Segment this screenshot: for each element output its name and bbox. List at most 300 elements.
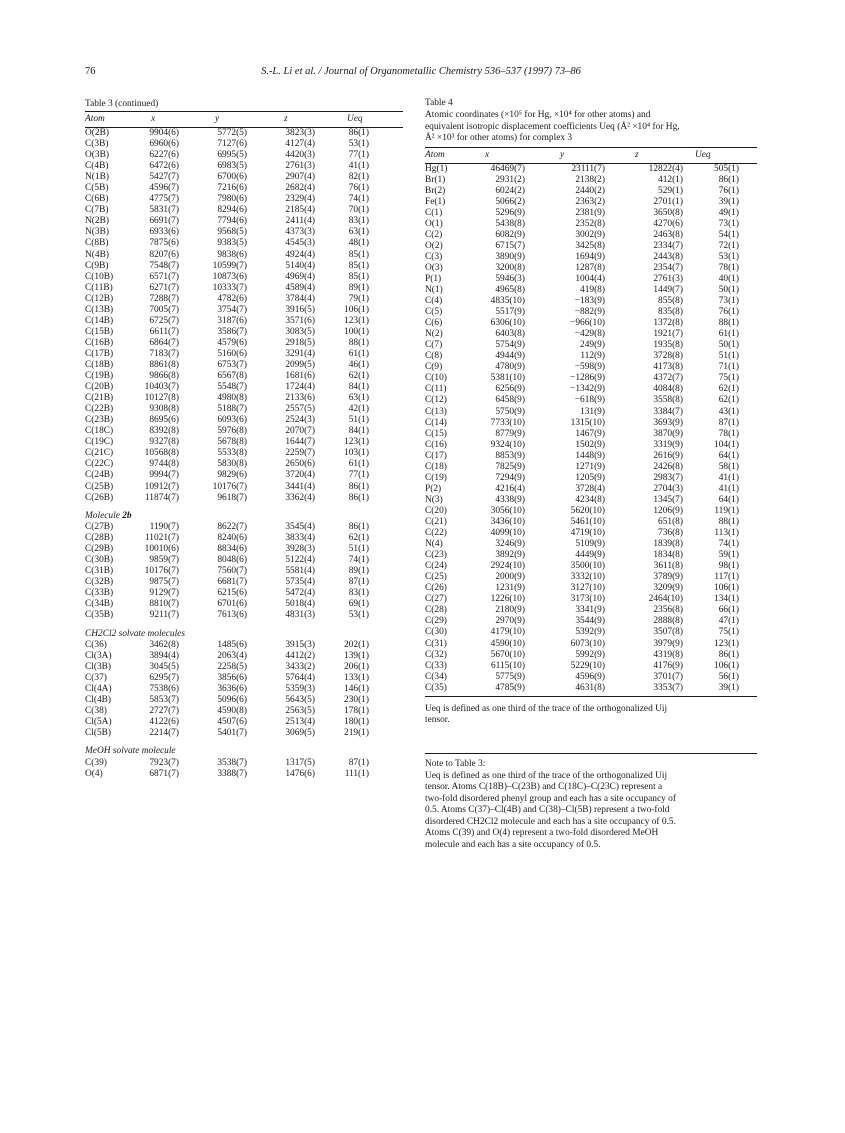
- cell-atom: C(25): [425, 572, 447, 583]
- table-4-caption: [425, 98, 757, 145]
- cell-x: 9744(8): [149, 459, 179, 470]
- cell-y: 4596(9): [575, 671, 605, 682]
- cell-atom: N(3B): [85, 227, 109, 238]
- table-row: [85, 194, 403, 205]
- table-row: [85, 448, 403, 459]
- cell-atom: C(28): [425, 605, 447, 616]
- table-4-label: Table 4: [425, 98, 453, 108]
- cell-x: 8207(6): [149, 249, 179, 260]
- col-header-x: x: [485, 149, 490, 160]
- cell-atom: C(21): [425, 517, 447, 527]
- cell-x: 9875(7): [149, 577, 179, 588]
- cell-y: 7216(6): [217, 183, 247, 194]
- cell-z: 4969(4): [285, 271, 315, 282]
- cell-x: 10568(8): [144, 448, 179, 459]
- cell-ueq: 78(1): [718, 428, 739, 439]
- cell-x: 6115(10): [490, 660, 525, 671]
- cell-ueq: 89(1): [348, 566, 369, 577]
- cell-atom: Cl(3B): [85, 662, 112, 673]
- cell-y: 23111(7): [571, 163, 605, 174]
- cell-ueq: 77(1): [348, 150, 369, 161]
- col-header-ueq: Ueq: [695, 149, 711, 160]
- cell-z: 3319(9): [653, 439, 683, 450]
- cell-z: 2070(7): [285, 426, 315, 437]
- table-row: [425, 605, 757, 616]
- cell-ueq: 48(1): [348, 238, 369, 249]
- table-row: [425, 484, 757, 495]
- table-row: [85, 338, 403, 349]
- cell-ueq: 73(1): [718, 218, 739, 229]
- cell-atom: C(6): [425, 318, 443, 329]
- table-row: [85, 533, 403, 544]
- table-row: [85, 205, 403, 216]
- cell-x: 3200(8): [495, 262, 525, 273]
- cell-ueq: 62(1): [348, 371, 369, 382]
- cell-atom: C(22): [425, 528, 447, 539]
- cell-y: 1485(6): [217, 640, 247, 651]
- table-row: [425, 219, 757, 230]
- table-row: [85, 294, 403, 305]
- cell-ueq: 98(1): [718, 561, 739, 572]
- table-row: [85, 482, 403, 493]
- cell-atom: C(3B): [85, 139, 109, 150]
- cell-ueq: 58(1): [718, 461, 739, 472]
- cell-z: 3507(8): [653, 627, 683, 638]
- cell-z: 2443(8): [653, 251, 683, 262]
- cell-y: 1448(9): [575, 450, 605, 461]
- cell-x: 6024(2): [495, 185, 525, 196]
- cell-x: 6715(7): [495, 240, 525, 251]
- cell-ueq: 54(1): [718, 229, 739, 240]
- cell-x: 3045(5): [149, 662, 179, 673]
- table-row: [425, 307, 757, 318]
- cell-atom: C(10): [425, 373, 447, 384]
- cell-ueq: 123(1): [344, 315, 369, 326]
- cell-y: 5392(9): [575, 627, 605, 638]
- cell-z: 2704(3): [653, 483, 683, 494]
- cell-ueq: 61(1): [348, 348, 369, 359]
- note-line: 0.5. Atoms C(37)–Cl(4B) and C(38)–Cl(5B) represent a two-fold: [425, 805, 670, 816]
- cell-y: 4590(8): [217, 706, 247, 717]
- cell-atom: C(5B): [85, 183, 109, 194]
- cell-atom: C(9B): [85, 260, 109, 271]
- cell-ueq: 83(1): [348, 216, 369, 227]
- cell-ueq: 86(1): [718, 174, 739, 185]
- table-row: [85, 261, 403, 272]
- cell-y: 5401(7): [217, 728, 247, 739]
- table-row: [425, 627, 757, 638]
- cell-ueq: 84(1): [348, 426, 369, 437]
- cell-z: 1644(7): [285, 437, 315, 448]
- table-row: [85, 382, 403, 393]
- cell-ueq: 113(1): [714, 528, 739, 539]
- cell-y: 5188(7): [217, 404, 247, 415]
- cell-x: 4099(10): [490, 528, 525, 539]
- table-row: [85, 161, 403, 172]
- cell-ueq: 86(1): [718, 649, 739, 660]
- cell-ueq: 85(1): [348, 271, 369, 282]
- cell-atom: Cl(5A): [85, 717, 112, 728]
- cell-y: 1467(9): [575, 428, 605, 439]
- cell-z: 3441(4): [285, 481, 315, 492]
- cell-y: 6073(10): [570, 638, 605, 649]
- cell-z: 4127(4): [285, 139, 315, 150]
- cell-atom: C(10B): [85, 271, 114, 282]
- cell-atom: C(26B): [85, 492, 114, 503]
- table-row: [85, 426, 403, 437]
- cell-z: 5140(4): [285, 260, 315, 271]
- cell-x: 7183(7): [149, 348, 179, 359]
- table-row: [85, 769, 403, 780]
- cell-atom: C(19C): [85, 437, 114, 448]
- cell-z: 4173(8): [653, 362, 683, 373]
- cell-x: 6458(9): [495, 395, 525, 406]
- cell-atom: C(35): [425, 682, 447, 693]
- cell-z: 4412(2): [285, 651, 315, 662]
- cell-y: 10333(7): [212, 282, 247, 293]
- cell-x: 2180(9): [495, 605, 525, 616]
- cell-x: 11874(7): [144, 492, 179, 503]
- cell-y: 9568(5): [217, 227, 247, 238]
- cell-ueq: 139(1): [344, 651, 369, 662]
- cell-y: −429(8): [574, 329, 605, 340]
- running-title: S.-L. Li et al. / Journal of Organometallic Chemistry 536–537 (1997) 73–86: [261, 66, 581, 77]
- cell-x: 2924(10): [490, 561, 525, 572]
- table-4-caption-line: Å² ×10³ for other atoms) for complex 3: [425, 133, 573, 143]
- cell-atom: C(29B): [85, 544, 114, 555]
- bottom-rule: [425, 696, 757, 697]
- cell-ueq: 77(1): [348, 470, 369, 481]
- cell-y: 5976(8): [217, 426, 247, 437]
- cell-ueq: 87(1): [718, 417, 739, 428]
- cell-x: 4590(10): [490, 638, 525, 649]
- cell-ueq: 86(1): [348, 492, 369, 503]
- cell-z: 2563(5): [285, 706, 315, 717]
- cell-z: 5122(4): [285, 555, 315, 566]
- cell-z: 3789(9): [653, 572, 683, 583]
- cell-x: 4216(4): [495, 483, 525, 494]
- cell-y: 4449(9): [575, 550, 605, 561]
- cell-ueq: 75(1): [718, 627, 739, 638]
- cell-atom: C(11): [425, 384, 447, 395]
- cell-x: 4944(9): [495, 351, 525, 362]
- table-row: [85, 522, 403, 533]
- table-3-header-row: [85, 112, 403, 127]
- cell-x: 5427(7): [149, 172, 179, 183]
- cell-z: 2701(1): [653, 196, 683, 207]
- cell-atom: N(4): [425, 539, 443, 550]
- cell-z: 3611(8): [653, 561, 683, 572]
- note-line: disordered CH2Cl2 molecule and each has a site occupancy of 0.5.: [425, 816, 676, 827]
- cell-z: 412(1): [658, 174, 683, 185]
- cell-z: 4420(3): [285, 150, 315, 161]
- table-row: [85, 404, 403, 415]
- cell-ueq: 63(1): [348, 227, 369, 238]
- cell-x: 5438(8): [495, 218, 525, 229]
- cell-atom: C(27): [425, 594, 447, 605]
- table-row: [85, 183, 403, 194]
- table-row: [425, 362, 757, 373]
- cell-x: 1226(10): [490, 594, 525, 605]
- table-3-body-b: [85, 522, 403, 621]
- cell-ueq: 61(1): [718, 329, 739, 340]
- cell-y: 5620(10): [570, 505, 605, 516]
- cell-atom: C(7B): [85, 205, 109, 216]
- cell-ueq: 103(1): [344, 448, 369, 459]
- cell-ueq: 46(1): [348, 359, 369, 370]
- cell-atom: O(2B): [85, 128, 109, 138]
- note-line: Atoms C(39) and O(4) represent a two-fold disordered MeOH: [425, 828, 659, 839]
- cell-y: 5548(7): [217, 382, 247, 393]
- cell-y: 4507(6): [217, 717, 247, 728]
- cell-z: 2259(7): [285, 448, 315, 459]
- cell-x: 3890(9): [495, 251, 525, 262]
- cell-ueq: 51(1): [718, 351, 739, 362]
- table-row: [85, 360, 403, 371]
- table-row: [425, 407, 757, 418]
- cell-y: −1286(9): [570, 373, 605, 384]
- cell-x: 4835(10): [490, 296, 525, 307]
- table-row: [425, 561, 757, 572]
- cell-x: 5750(9): [495, 406, 525, 417]
- cell-y: 4631(8): [575, 682, 605, 693]
- cell-y: 5461(10): [570, 517, 605, 527]
- cell-ueq: 133(1): [344, 673, 369, 684]
- cell-x: 2214(7): [149, 728, 179, 739]
- table-row: [85, 128, 403, 139]
- cell-y: 3388(7): [217, 768, 247, 779]
- cell-atom: C(32): [425, 649, 447, 660]
- cell-x: 6271(7): [149, 282, 179, 293]
- cell-ueq: 51(1): [348, 544, 369, 555]
- cell-z: 5735(4): [285, 577, 315, 588]
- cell-atom: N(2B): [85, 216, 109, 227]
- cell-ueq: 39(1): [718, 682, 739, 693]
- cell-atom: N(3): [425, 494, 443, 505]
- table-row: [85, 283, 403, 294]
- cell-ueq: 75(1): [718, 373, 739, 384]
- cell-z: 736(8): [658, 528, 683, 539]
- cell-z: 12822(4): [648, 163, 683, 174]
- cell-x: 6933(6): [149, 227, 179, 238]
- cell-atom: C(16B): [85, 337, 114, 348]
- cell-z: 1345(7): [653, 494, 683, 505]
- table-row: [85, 588, 403, 599]
- cell-z: 2524(3): [285, 415, 315, 426]
- cell-x: 4785(9): [495, 682, 525, 693]
- cell-atom: C(16): [425, 439, 447, 450]
- table-row: [85, 651, 403, 662]
- cell-ueq: 69(1): [348, 599, 369, 610]
- table-row: [85, 544, 403, 555]
- note-line: tensor. Atoms C(18B)–C(23B) and C(18C)–C(23C) represent a: [425, 782, 663, 793]
- table-row: [425, 263, 757, 274]
- col-header-atom: Atom: [425, 149, 445, 160]
- table-row: [85, 216, 403, 227]
- cell-x: 6403(8): [495, 329, 525, 340]
- cell-z: 529(1): [658, 185, 683, 196]
- table-3: [85, 98, 403, 780]
- note-title: Note to Table 3:: [425, 758, 486, 769]
- cell-z: 3558(8): [653, 395, 683, 406]
- cell-y: 8622(7): [217, 522, 247, 533]
- cell-z: 855(8): [658, 296, 683, 307]
- table-row: [85, 695, 403, 706]
- cell-x: 6082(9): [495, 229, 525, 240]
- cell-y: 5229(10): [570, 660, 605, 671]
- table-row: [425, 164, 757, 175]
- cell-ueq: 87(1): [348, 577, 369, 588]
- col-header-z: z: [635, 149, 639, 160]
- cell-y: 131(9): [580, 406, 605, 417]
- cell-y: −966(10): [570, 318, 605, 329]
- cell-atom: C(7): [425, 340, 443, 351]
- cell-atom: C(8): [425, 351, 443, 362]
- cell-z: 1935(8): [653, 340, 683, 351]
- cell-ueq: 88(1): [718, 318, 739, 329]
- cell-y: 3586(7): [217, 326, 247, 337]
- cell-y: 2258(5): [217, 662, 247, 673]
- cell-y: 3002(9): [575, 229, 605, 240]
- cell-x: 2931(2): [495, 174, 525, 185]
- cell-ueq: 62(1): [718, 384, 739, 395]
- cell-atom: Cl(4B): [85, 695, 112, 706]
- cell-atom: C(30B): [85, 555, 114, 566]
- cell-ueq: 47(1): [718, 616, 739, 627]
- cell-y: 3544(9): [575, 616, 605, 627]
- cell-z: 5581(4): [285, 566, 315, 577]
- cell-z: 1839(8): [653, 539, 683, 550]
- cell-atom: O(4): [85, 768, 103, 779]
- cell-z: 4589(4): [285, 282, 315, 293]
- cell-z: 4831(3): [285, 610, 315, 621]
- cell-z: 1449(7): [653, 285, 683, 296]
- cell-y: 3187(6): [217, 315, 247, 326]
- cell-x: 46469(7): [490, 163, 525, 174]
- cell-y: −618(9): [574, 395, 605, 406]
- cell-atom: P(1): [425, 273, 442, 284]
- cell-ueq: 88(1): [718, 517, 739, 527]
- cell-ueq: 41(1): [718, 483, 739, 494]
- cell-z: 3362(4): [285, 492, 315, 503]
- cell-ueq: 74(1): [348, 555, 369, 566]
- cell-z: 2133(6): [285, 393, 315, 404]
- cell-x: 3894(4): [149, 651, 179, 662]
- cell-ueq: 86(1): [348, 522, 369, 533]
- cell-z: 4372(7): [653, 373, 683, 384]
- cell-x: 4179(10): [490, 627, 525, 638]
- cell-atom: C(33B): [85, 588, 114, 599]
- cell-z: 5643(5): [285, 695, 315, 706]
- cell-x: 5775(9): [495, 671, 525, 682]
- cell-ueq: 53(1): [348, 610, 369, 621]
- cell-atom: C(36): [85, 640, 107, 651]
- table-row: [85, 717, 403, 728]
- cell-x: 9308(8): [149, 404, 179, 415]
- cell-x: 6227(6): [149, 150, 179, 161]
- cell-ueq: 39(1): [718, 196, 739, 207]
- cell-atom: C(22B): [85, 404, 114, 415]
- table-row: [425, 672, 757, 683]
- cell-atom: C(18B): [85, 359, 114, 370]
- cell-x: 1190(7): [149, 522, 179, 533]
- cell-y: 5096(6): [217, 695, 247, 706]
- cell-z: 2329(4): [285, 194, 315, 205]
- col-header-y: y: [560, 149, 565, 160]
- cell-atom: C(23): [425, 550, 447, 561]
- cell-ueq: 53(1): [718, 251, 739, 262]
- table-row: [425, 197, 757, 208]
- table-row: [85, 566, 403, 577]
- cell-z: 2463(8): [653, 229, 683, 240]
- cell-atom: C(14): [425, 417, 447, 428]
- cell-z: 4319(8): [653, 649, 683, 660]
- table-4-body: [425, 164, 757, 694]
- cell-ueq: 111(1): [344, 768, 369, 779]
- cell-ueq: 76(1): [718, 307, 739, 318]
- cell-z: 1372(8): [653, 318, 683, 329]
- cell-x: 9904(6): [149, 128, 179, 138]
- cell-ueq: 72(1): [718, 240, 739, 251]
- table-row: [425, 462, 757, 473]
- cell-atom: C(13B): [85, 304, 114, 315]
- cell-z: 4373(3): [285, 227, 315, 238]
- cell-atom: C(38): [85, 706, 107, 717]
- cell-x: 6571(7): [149, 271, 179, 282]
- cell-atom: O(1): [425, 218, 443, 229]
- cell-atom: N(4B): [85, 249, 109, 260]
- cell-atom: C(39): [85, 757, 107, 768]
- cell-y: 1502(9): [575, 439, 605, 450]
- cell-ueq: 84(1): [348, 382, 369, 393]
- table-row: [425, 683, 757, 694]
- cell-z: 3833(4): [285, 533, 315, 544]
- table-row: [425, 395, 757, 406]
- cell-atom: C(30): [425, 627, 447, 638]
- cell-z: 5018(4): [285, 599, 315, 610]
- cell-ueq: 206(1): [344, 662, 369, 673]
- table-row: [85, 470, 403, 481]
- cell-ueq: 146(1): [344, 684, 369, 695]
- cell-z: 2513(4): [285, 717, 315, 728]
- cell-z: 3728(8): [653, 351, 683, 362]
- cell-x: 2970(9): [495, 616, 525, 627]
- cell-ueq: 78(1): [718, 262, 739, 273]
- table-row: [85, 139, 403, 150]
- cell-x: 5831(7): [149, 205, 179, 216]
- table-row: [85, 371, 403, 382]
- cell-z: 4176(9): [653, 660, 683, 671]
- cell-y: 7560(7): [217, 566, 247, 577]
- cell-y: 8834(6): [217, 544, 247, 555]
- table-row: [425, 473, 757, 484]
- table-row: [85, 250, 403, 261]
- table-row: [85, 437, 403, 448]
- table-row: [425, 175, 757, 186]
- cell-x: 3436(10): [490, 517, 525, 527]
- cell-x: 5946(3): [495, 273, 525, 284]
- table-row: [85, 272, 403, 283]
- cell-x: 6960(6): [149, 139, 179, 150]
- cell-x: 6691(7): [149, 216, 179, 227]
- table-row: [85, 150, 403, 161]
- cell-y: 7127(6): [217, 139, 247, 150]
- cell-ueq: 117(1): [714, 572, 739, 583]
- cell-x: 6871(7): [149, 768, 179, 779]
- cell-y: 6995(5): [217, 150, 247, 161]
- cell-y: 5160(6): [217, 348, 247, 359]
- cell-x: 7875(6): [149, 238, 179, 249]
